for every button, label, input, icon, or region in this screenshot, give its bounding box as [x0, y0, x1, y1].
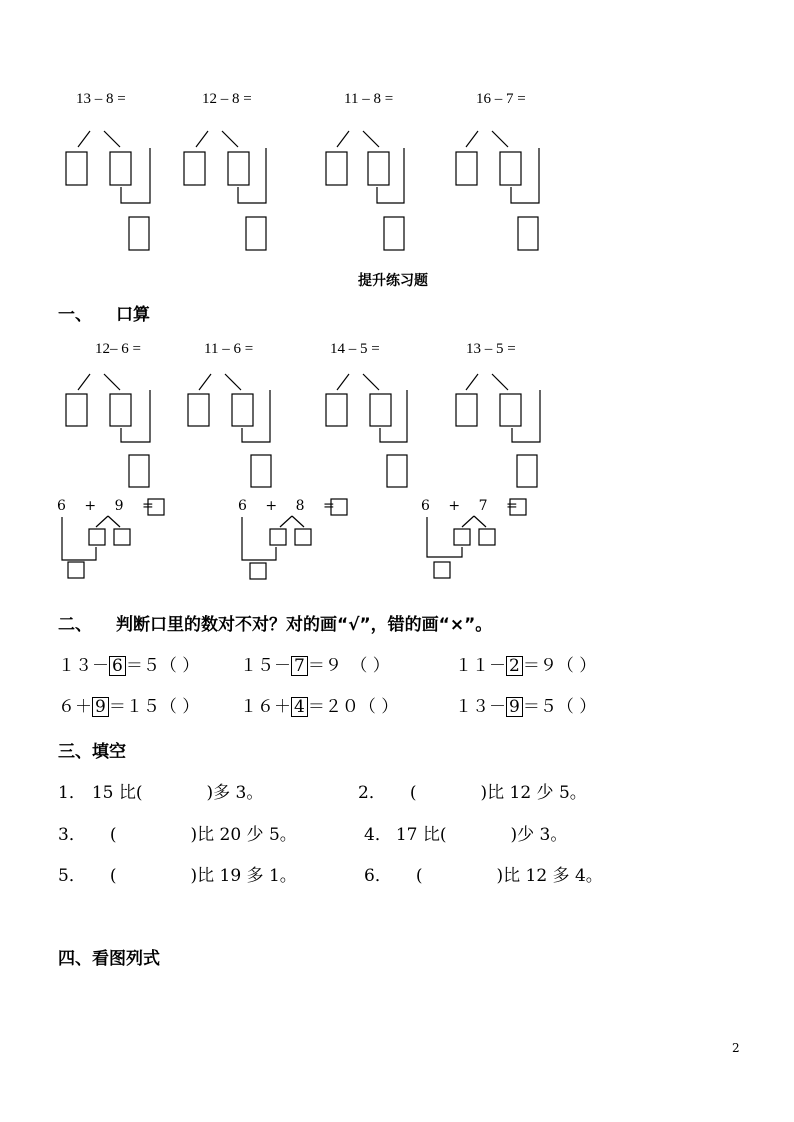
judge-item-1-2: １５－ 7 ＝９ （ ） [240, 656, 390, 676]
sec3-title: 三、填空 [58, 742, 126, 762]
answer-box [66, 152, 87, 185]
addition-problem-2 [238, 498, 335, 514]
split-diagram-top-1 [66, 131, 150, 250]
sec2-label: 二、 [58, 615, 92, 635]
judge-item-1-3: １１－ 2 ＝９（ ） [455, 656, 597, 676]
sec4-title: 四、看图列式 [58, 949, 160, 969]
sec1-equation-2: 11 – 6 = [204, 341, 254, 357]
addend-b: 7 [478, 498, 488, 514]
sec1-label: 一、 [58, 305, 92, 325]
addend-a: 6 [238, 498, 247, 514]
fill-item-5: 5． ( )比 19 多 1。 [58, 866, 297, 886]
addition-problem-1 [57, 498, 154, 514]
answer-box [129, 217, 149, 250]
split-diagram-top-2 [184, 131, 266, 250]
judged-number-box: 2 [506, 656, 523, 676]
equals-sign: = [505, 498, 518, 514]
answer-box [110, 152, 131, 185]
judge-item-1-1: １３－ 6 ＝５（ ） [58, 656, 200, 676]
addend-b: 9 [114, 498, 124, 514]
plus-sign: + [84, 498, 97, 514]
equals-sign: = [141, 498, 154, 514]
top-equation-1: 13 – 8 = [76, 91, 126, 107]
addend-a: 6 [57, 498, 66, 514]
judged-number-box: 9 [92, 697, 109, 717]
judged-number-box: 9 [506, 697, 523, 717]
judge-item-2-2: １６＋ 4 ＝２０（ ） [240, 697, 399, 717]
fill-item-3: 3． ( )比 20 少 5。 [58, 825, 297, 845]
fill-item-6: 6． ( )比 12 多 4。 [364, 866, 603, 886]
top-equation-2: 12 – 8 = [202, 91, 252, 107]
top-equation-4: 16 – 7 = [476, 91, 526, 107]
addend-b: 8 [295, 498, 305, 514]
top-equation-3: 11 – 8 = [344, 91, 394, 107]
sec1-equation-4: 13 – 5 = [466, 341, 516, 357]
split-diagram-top-4 [456, 131, 539, 250]
judged-number-box: 4 [291, 697, 308, 717]
addition-problem-3 [421, 498, 518, 514]
equals-sign: = [322, 498, 335, 514]
sec1-equation-1: 12– 6 = [95, 341, 141, 357]
page-number: 2 [732, 1041, 740, 1055]
split-diagram-sec1-2 [188, 374, 271, 487]
split-diagram-sec1-1 [66, 374, 150, 487]
fill-item-1: 1． 15 比( )多 3。 [58, 783, 264, 803]
plus-sign: + [265, 498, 278, 514]
fill-item-4: 4． 17 比( )少 3。 [364, 825, 568, 845]
sec2-title: 判断口里的数对不对？对的画“√”，错的画“×”。 [116, 615, 493, 635]
split-diagram-sec1-3 [326, 374, 407, 487]
plus-sign: + [448, 498, 461, 514]
judge-item-2-3: １３－ 9 ＝５（ ） [455, 697, 597, 717]
split-diagram-sec1-4 [456, 374, 540, 487]
judge-item-2-1: ６＋ 9 ＝１５（ ） [58, 697, 200, 717]
addend-a: 6 [421, 498, 430, 514]
split-diagram-top-3 [326, 131, 404, 250]
sec1-title: 口算 [116, 305, 150, 325]
section-title: 提升练习题 [358, 273, 428, 289]
judged-number-box: 7 [291, 656, 308, 676]
judged-number-box: 6 [109, 656, 126, 676]
fill-item-2: 2． ( )比 12 少 5。 [358, 783, 587, 803]
sec1-equation-3: 14 – 5 = [330, 341, 380, 357]
